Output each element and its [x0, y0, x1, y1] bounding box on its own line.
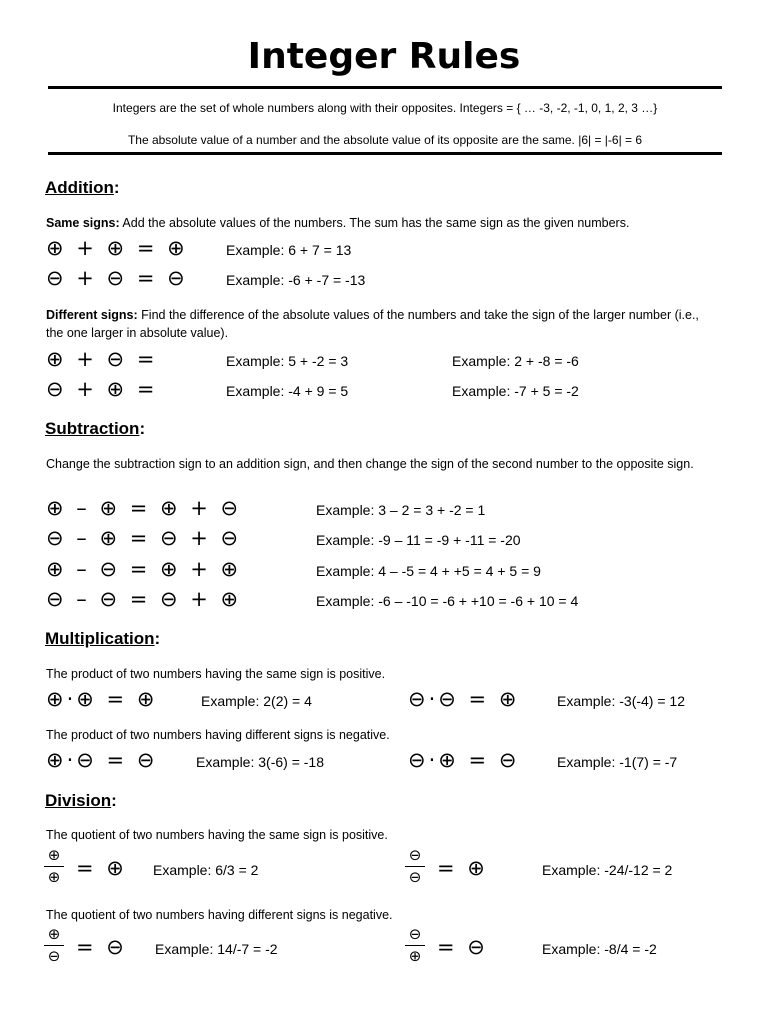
division-fraction-3 — [44, 925, 64, 966]
numerator: ⊕ — [47, 925, 61, 943]
addition-example-2: Example: -6 + -7 = -13 — [226, 272, 366, 288]
fraction-bar — [405, 945, 425, 946]
multiplication-rule-neg-pos: ⊖·⊕ = ⊖ — [408, 748, 520, 772]
division-example-1: Example: 6/3 = 2 — [153, 862, 259, 878]
bottom-rule — [48, 152, 722, 155]
numerator: ⊖ — [408, 925, 422, 943]
addition-rule-pos-neg: ⊕ + ⊖ = — [46, 347, 158, 371]
subtraction-rule-1: ⊕ – ⊕ = ⊕ + ⊖ — [46, 496, 242, 520]
addition-rule-neg-neg: ⊖ + ⊖ = ⊖ — [46, 266, 188, 290]
subtraction-heading: Subtraction: — [45, 419, 146, 438]
denominator: ⊕ — [47, 868, 61, 886]
intro-line-2: The absolute value of a number and the absolute value of its opposite are the same. |6| = |-6| = 6 — [127, 133, 643, 147]
division-heading: Division: — [45, 791, 117, 810]
subtraction-example-1: Example: 3 – 2 = 3 + -2 = 1 — [316, 502, 486, 518]
multiplication-rule-pos-pos: ⊕·⊕ = ⊕ — [46, 687, 158, 711]
top-rule — [48, 86, 722, 89]
division-fraction-1 — [44, 846, 64, 887]
multiplication-example-1: Example: 2(2) = 4 — [201, 693, 312, 709]
denominator: ⊖ — [408, 868, 422, 886]
fraction-bar — [44, 866, 64, 867]
division-result-4: = ⊖ — [437, 935, 488, 959]
fraction-bar — [44, 945, 64, 946]
fraction-bar — [405, 866, 425, 867]
subtraction-rule-4: ⊖ – ⊖ = ⊖ + ⊕ — [46, 587, 242, 611]
division-result-3: = ⊖ — [76, 935, 127, 959]
addition-same-signs-text: Same signs: Add the absolute values of the numbers. The sum has the same sign as the given numbers. — [46, 216, 630, 230]
addition-example-4: Example: 2 + -8 = -6 — [452, 353, 579, 369]
addition-rule-pos-pos: ⊕ + ⊕ = ⊕ — [46, 236, 188, 260]
division-fraction-4 — [405, 925, 425, 966]
subtraction-rule-2: ⊖ – ⊕ = ⊖ + ⊖ — [46, 526, 242, 550]
subtraction-example-3: Example: 4 – -5 = 4 + +5 = 4 + 5 = 9 — [316, 563, 541, 579]
denominator: ⊕ — [408, 947, 422, 965]
division-same-text: The quotient of two numbers having the same sign is positive. — [46, 828, 388, 842]
multiplication-example-3: Example: 3(-6) = -18 — [196, 754, 324, 770]
division-diff-text: The quotient of two numbers having different signs is negative. — [46, 908, 393, 922]
division-example-2: Example: -24/-12 = 2 — [542, 862, 673, 878]
multiplication-example-4: Example: -1(7) = -7 — [557, 754, 678, 770]
division-example-3: Example: 14/-7 = -2 — [155, 941, 278, 957]
multiplication-diff-text: The product of two numbers having different signs is negative. — [46, 728, 390, 742]
division-result-2: = ⊕ — [437, 856, 488, 880]
multiplication-rule-pos-neg: ⊕·⊖ = ⊖ — [46, 748, 158, 772]
addition-heading: Addition: — [45, 178, 120, 197]
addition-example-3: Example: 5 + -2 = 3 — [226, 353, 349, 369]
subtraction-rule-3: ⊕ – ⊖ = ⊕ + ⊕ — [46, 557, 242, 581]
multiplication-rule-neg-neg: ⊖·⊖ = ⊕ — [408, 687, 520, 711]
subtraction-example-4: Example: -6 – -10 = -6 + +10 = -6 + 10 = 4 — [316, 593, 579, 609]
addition-example-6: Example: -7 + 5 = -2 — [452, 383, 579, 399]
addition-different-signs-text: Different signs: Find the difference of the absolute values of the numbers and take the sign of the larger number (i.e., the one larger in absolute value). — [46, 308, 699, 340]
division-fraction-2 — [405, 846, 425, 887]
addition-example-5: Example: -4 + 9 = 5 — [226, 383, 349, 399]
division-result-1: = ⊕ — [76, 856, 127, 880]
page-title: Integer Rules — [247, 36, 521, 77]
division-example-4: Example: -8/4 = -2 — [542, 941, 657, 957]
multiplication-example-2: Example: -3(-4) = 12 — [557, 693, 685, 709]
subtraction-text: Change the subtraction sign to an addition sign, and then change the sign of the second number to the opposite sign. — [46, 457, 694, 471]
numerator: ⊖ — [408, 846, 422, 864]
denominator: ⊖ — [47, 947, 61, 965]
multiplication-same-text: The product of two numbers having the same sign is positive. — [46, 667, 386, 681]
multiplication-heading: Multiplication: — [45, 629, 161, 648]
subtraction-example-2: Example: -9 – 11 = -9 + -11 = -20 — [316, 532, 521, 548]
numerator: ⊕ — [47, 846, 61, 864]
addition-example-1: Example: 6 + 7 = 13 — [226, 242, 352, 258]
intro-line-1: Integers are the set of whole numbers along with their opposites. Integers = { … -3, -2, -1, 0, 1, 2, 3 …} — [112, 101, 658, 115]
addition-rule-neg-pos: ⊖ + ⊕ = — [46, 377, 158, 401]
